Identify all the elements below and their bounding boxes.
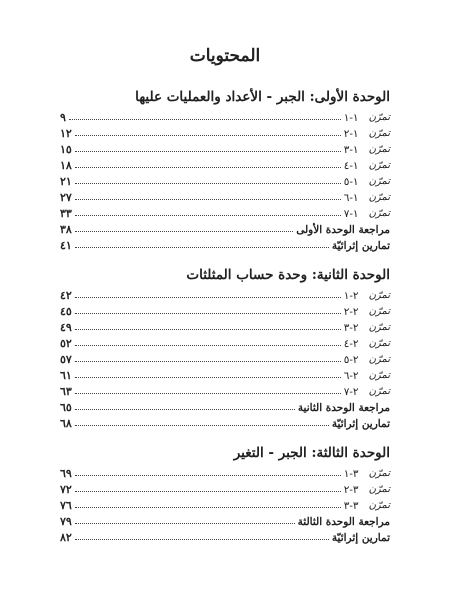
unit-section xyxy=(60,442,390,544)
dot-leader xyxy=(75,490,341,492)
dot-leader xyxy=(75,312,341,314)
exercise-word: تمرّن xyxy=(368,144,390,155)
toc-entry[interactable] xyxy=(60,172,390,188)
exercise-number: ١-٧ xyxy=(343,208,359,220)
page-number: ٦٨ xyxy=(60,417,72,430)
exercise-number: ١-٥ xyxy=(343,176,359,188)
entry-label xyxy=(344,192,390,204)
toc-entry[interactable] xyxy=(60,124,390,140)
toc-entry[interactable] xyxy=(60,302,390,318)
entry-label: تمارين إثرائيّة xyxy=(331,418,390,430)
entry-label: مراجعة الوحدة الثالثة xyxy=(297,516,390,528)
entry-label xyxy=(344,176,390,188)
exercise-number: ٢-٧ xyxy=(343,386,359,398)
exercise-number: ١-١ xyxy=(343,112,359,124)
exercise-word: تمرّن xyxy=(368,322,390,333)
toc-entry[interactable] xyxy=(60,286,390,302)
entry-label xyxy=(344,306,390,318)
toc-entry-enrichment[interactable] xyxy=(60,414,390,430)
entry-label: تمارين إثرائيّة xyxy=(331,532,390,544)
entry-label xyxy=(344,338,390,350)
toc-entry-enrichment[interactable] xyxy=(60,528,390,544)
page-number: ١٢ xyxy=(60,127,72,140)
exercise-word: تمرّن xyxy=(368,192,390,203)
entry-label: مراجعة الوحدة الثانية xyxy=(297,402,390,414)
exercise-number: ٢-٦ xyxy=(343,370,359,382)
exercise-word: تمرّن xyxy=(368,112,390,123)
entry-label xyxy=(344,160,390,172)
exercise-number: ٣-٢ xyxy=(343,484,359,496)
entry-label xyxy=(344,112,390,124)
toc-entry[interactable] xyxy=(60,334,390,350)
toc-entry[interactable] xyxy=(60,382,390,398)
dot-leader xyxy=(75,246,329,248)
dot-leader xyxy=(75,522,295,524)
dot-leader xyxy=(75,296,341,298)
dot-leader xyxy=(69,118,341,120)
exercise-word: تمرّن xyxy=(368,290,390,301)
toc-entry[interactable] xyxy=(60,350,390,366)
page-number: ٨٢ xyxy=(60,531,72,544)
entry-label xyxy=(344,354,390,366)
dot-leader xyxy=(75,538,329,540)
unit-section xyxy=(60,86,390,252)
exercise-word: تمرّن xyxy=(368,176,390,187)
dot-leader xyxy=(75,344,341,346)
exercise-word: تمرّن xyxy=(368,128,390,139)
page-number: ٦١ xyxy=(60,369,72,382)
page-number: ١٨ xyxy=(60,159,72,172)
page-number: ٤١ xyxy=(60,239,72,252)
page-number: ٤٥ xyxy=(60,305,72,318)
exercise-number: ٢-٥ xyxy=(343,354,359,366)
toc-entry[interactable] xyxy=(60,480,390,496)
exercise-word: تمرّن xyxy=(368,160,390,171)
dot-leader xyxy=(75,328,341,330)
exercise-word: تمرّن xyxy=(368,338,390,349)
page-number: ٣٨ xyxy=(60,223,72,236)
unit-title: الوحدة الثالثة: الجبر - التغير xyxy=(233,445,390,461)
toc-entry[interactable] xyxy=(60,156,390,172)
dot-leader xyxy=(75,214,341,216)
page-number: ١٥ xyxy=(60,143,72,156)
dot-leader xyxy=(75,376,341,378)
entry-label xyxy=(344,208,390,220)
exercise-word: تمرّن xyxy=(368,484,390,495)
page-number: ٢١ xyxy=(60,175,72,188)
dot-leader xyxy=(75,474,341,476)
page-number: ٧٩ xyxy=(60,515,72,528)
exercise-number: ٢-٤ xyxy=(343,338,359,350)
exercise-number: ٣-٣ xyxy=(343,500,359,512)
page-number: ٣٣ xyxy=(60,207,72,220)
toc-entry[interactable] xyxy=(60,464,390,480)
exercise-number: ١-٣ xyxy=(343,144,359,156)
toc-entry[interactable] xyxy=(60,496,390,512)
unit-section xyxy=(60,264,390,430)
unit-title: الوحدة الثانية: وحدة حساب المثلثات xyxy=(186,267,390,283)
toc-entry-enrichment[interactable] xyxy=(60,236,390,252)
dot-leader xyxy=(75,392,341,394)
toc-entry[interactable] xyxy=(60,366,390,382)
entry-label xyxy=(344,290,390,302)
exercise-word: تمرّن xyxy=(368,208,390,219)
unit-title: الوحدة الأولى: الجبر - الأعداد والعمليات عليها xyxy=(135,89,390,105)
exercise-word: تمرّن xyxy=(368,354,390,365)
dot-leader xyxy=(75,230,293,232)
dot-leader xyxy=(75,424,329,426)
exercise-number: ١-٢ xyxy=(343,128,359,140)
page-number: ٤٢ xyxy=(60,289,72,302)
page-number: ٦٩ xyxy=(60,467,72,480)
dot-leader xyxy=(75,408,295,410)
toc-entry[interactable] xyxy=(60,188,390,204)
toc-entry-review[interactable] xyxy=(60,220,390,236)
dot-leader xyxy=(75,150,341,152)
dot-leader xyxy=(75,166,341,168)
exercise-word: تمرّن xyxy=(368,306,390,317)
page-number: ٥٢ xyxy=(60,337,72,350)
entry-label xyxy=(344,370,390,382)
exercise-word: تمرّن xyxy=(368,386,390,397)
dot-leader xyxy=(75,506,341,508)
dot-leader xyxy=(75,134,341,136)
entry-label xyxy=(344,386,390,398)
entry-label xyxy=(344,322,390,334)
dot-leader xyxy=(75,360,341,362)
page-number: ٩ xyxy=(60,111,66,124)
exercise-number: ٢-٣ xyxy=(343,322,359,334)
toc-entry[interactable] xyxy=(60,318,390,334)
exercise-word: تمرّن xyxy=(368,370,390,381)
entry-label xyxy=(344,468,390,480)
page-number: ٦٣ xyxy=(60,385,72,398)
exercise-word: تمرّن xyxy=(368,500,390,511)
page-number: ٦٥ xyxy=(60,401,72,414)
page-number: ٧٢ xyxy=(60,483,72,496)
entry-label xyxy=(344,484,390,496)
entry-label: مراجعة الوحدة الأولى xyxy=(296,224,390,236)
page-number: ٥٧ xyxy=(60,353,72,366)
dot-leader xyxy=(75,182,341,184)
page-number: ٧٦ xyxy=(60,499,72,512)
entry-label xyxy=(344,500,390,512)
entry-label xyxy=(344,144,390,156)
toc-entry-review[interactable] xyxy=(60,512,390,528)
exercise-number: ٢-١ xyxy=(343,290,359,302)
page-number: ٢٧ xyxy=(60,191,72,204)
page-number: ٤٩ xyxy=(60,321,72,334)
toc-entry[interactable] xyxy=(60,108,390,124)
toc-entry[interactable] xyxy=(60,140,390,156)
entry-label xyxy=(344,128,390,140)
dot-leader xyxy=(75,198,341,200)
entry-label: تمارين إثرائيّة xyxy=(331,240,390,252)
exercise-number: ١-٤ xyxy=(343,160,359,172)
exercise-number: ١-٦ xyxy=(343,192,359,204)
exercise-number: ٣-١ xyxy=(343,468,359,480)
toc-entry-review[interactable] xyxy=(60,398,390,414)
page-title: المحتويات xyxy=(189,46,261,66)
toc-entry[interactable] xyxy=(60,204,390,220)
exercise-word: تمرّن xyxy=(368,468,390,479)
exercise-number: ٢-٢ xyxy=(343,306,359,318)
